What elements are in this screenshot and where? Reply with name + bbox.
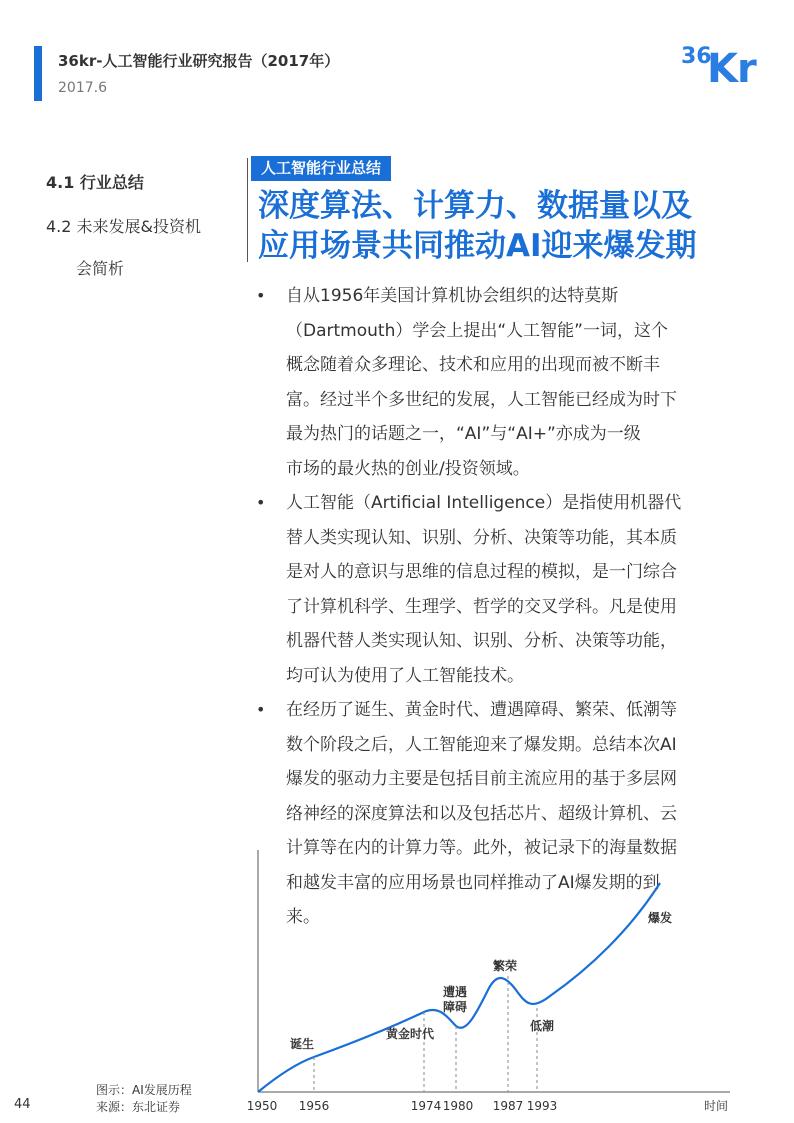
bullet-list <box>252 279 732 935</box>
caption-source: 来源：东北证券 <box>96 1100 181 1114</box>
bullet-line: 概念随着众多理论、技术和应用的出现而被不断丰 <box>286 355 660 375</box>
chart-svg <box>240 850 740 1122</box>
nav-item-future-investment-cont[interactable]: 会简析 <box>76 259 125 278</box>
bullet-line: 机器代替人类实现认知、识别、分析、决策等功能， <box>286 631 677 651</box>
logo-number: 36 <box>681 44 712 69</box>
section-divider <box>247 158 248 262</box>
phase-label <box>443 984 467 1014</box>
tick-label: 1987 <box>492 1099 524 1113</box>
phase-label <box>386 1026 435 1041</box>
nav-item-future-investment[interactable]: 4.2 未来发展&投资机 <box>46 217 202 236</box>
bullet-line: 富。经过半个多世纪的发展，人工智能已经成为时下 <box>286 389 677 410</box>
logo-text: Kr <box>707 46 756 92</box>
bullet-dot: • <box>256 286 266 305</box>
bullet-line: 均可认为使用了人工智能技术。 <box>286 665 524 686</box>
x-axis-label: 时间 <box>703 1099 729 1113</box>
caption-title: 图示：AI发展历程 <box>96 1083 192 1097</box>
section-headline <box>258 186 728 266</box>
bullet-line: 计算等在内的计算力等。此外，被记录下的海量数据 <box>286 838 677 858</box>
tick-label: 1980 <box>442 1099 474 1113</box>
phase-label <box>647 910 672 925</box>
bullet-line: 最为热门的话题之一，“AI”与“AI+”亦成为一级 <box>286 424 641 444</box>
phase-label <box>290 1036 314 1051</box>
bullet-line: 络神经的深度算法和以及包括芯片、超级计算机、云 <box>286 803 677 824</box>
bullet-dot: • <box>256 700 266 719</box>
bullet-line: 人工智能（Artificial Intelligence）是指使用机器代 <box>286 493 682 513</box>
tick-label: 1974 <box>410 1099 442 1113</box>
headline-line-1: 深度算法、计算力、数据量以及 <box>258 188 692 224</box>
tick-label: 1993 <box>526 1099 558 1113</box>
section-tag: 人工智能行业总结 <box>251 156 391 181</box>
figure-caption <box>96 1082 192 1116</box>
phase-label-line: 低潮 <box>529 1019 555 1033</box>
ai-history-chart <box>240 850 740 1122</box>
bullet-line: 了计算机科学、生理学、哲学的交叉学科。凡是使用 <box>286 596 677 617</box>
nav-item-industry-summary[interactable]: 4.1 行业总结 <box>46 173 144 192</box>
brand-logo <box>681 40 765 96</box>
report-date: 2017.6 <box>58 80 107 96</box>
page-number: 44 <box>14 1097 31 1112</box>
phase-label-line: 繁荣 <box>492 959 518 973</box>
tick-label: 1950 <box>246 1099 278 1113</box>
phase-label-line: 遭遇 <box>442 985 468 999</box>
bullet-line: 市场的最火热的创业/投资领域。 <box>286 458 530 479</box>
bullet-line: 来。 <box>286 907 320 927</box>
phase-label-line: 诞生 <box>289 1037 315 1051</box>
bullet-line: 自从1956年美国计算机协会组织的达特莫斯 <box>286 286 619 306</box>
bullet-line: 和越发丰富的应用场景也同样推动了AI爆发期的到 <box>286 872 660 893</box>
report-title: 36kr-人工智能行业研究报告（2017年） <box>58 52 340 70</box>
bullet-line: （Dartmouth）学会上提出“人工智能”一词，这个 <box>286 320 668 341</box>
bullet-dot: • <box>256 493 266 512</box>
bullet-line: 爆发的驱动力主要是包括目前主流应用的基于多层网 <box>286 769 677 789</box>
phase-label <box>530 1018 554 1033</box>
header-accent-bar <box>34 46 42 101</box>
bullet-line: 是对人的意识与思维的信息过程的模拟，是一门综合 <box>286 562 677 582</box>
bullet-paragraph <box>252 279 732 486</box>
bullet-line: 替人类实现认知、识别、分析、决策等功能，其本质 <box>286 527 677 548</box>
bullet-paragraph <box>252 486 732 693</box>
phase-label <box>493 958 517 973</box>
phase-label-line: 黄金时代 <box>385 1027 435 1041</box>
bullet-line: 数个阶段之后，人工智能迎来了爆发期。总结本次AI <box>286 734 677 755</box>
headline-line-2: 应用场景共同推动AI迎来爆发期 <box>258 228 697 264</box>
phase-label-line: 障碍 <box>442 1000 468 1014</box>
bullet-line: 在经历了诞生、黄金时代、遭遇障碍、繁荣、低潮等 <box>286 700 677 720</box>
tick-label: 1956 <box>298 1099 330 1113</box>
phase-label-line: 爆发 <box>647 911 673 925</box>
